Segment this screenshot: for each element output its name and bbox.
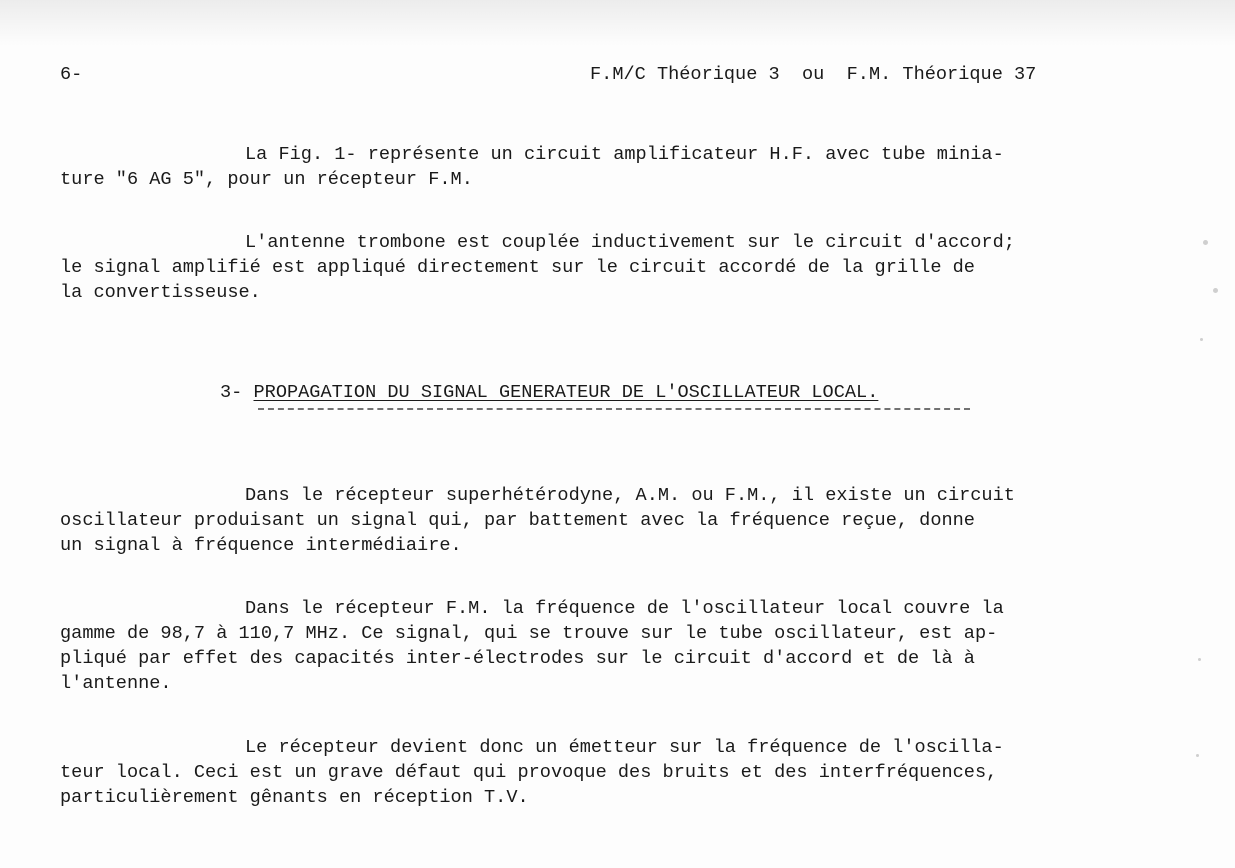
paragraph-line: la convertisseuse. (60, 282, 261, 303)
paragraph-line: Dans le récepteur superhétérodyne, A.M. ou F.M., il existe un circuit (245, 485, 1015, 506)
section-title: PROPAGATION DU SIGNAL GENERATEUR DE L'OSCILLATEUR LOCAL. (253, 382, 879, 403)
paragraph-2 (60, 230, 1015, 305)
scan-speck (1200, 338, 1203, 341)
scan-edge-shadow (0, 0, 1235, 46)
scan-speck (1198, 658, 1201, 661)
paragraph-line: particulièrement gênants en réception T.V. (60, 787, 529, 808)
paragraph-line: un signal à fréquence intermédiaire. (60, 535, 462, 556)
paragraph-line: ture "6 AG 5", pour un récepteur F.M. (60, 169, 473, 190)
paragraph-line: gamme de 98,7 à 110,7 MHz. Ce signal, qui se trouve sur le tube oscillateur, est ap- (60, 623, 998, 644)
scan-speck (1196, 754, 1199, 757)
header-reference: F.M/C Théorique 3 ou F.M. Théorique 37 (590, 64, 1037, 85)
paragraph-line: pliqué par effet des capacités inter-électrodes sur le circuit d'accord et de là à (60, 648, 975, 669)
paragraph-line: L'antenne trombone est couplée inductivement sur le circuit d'accord; (245, 232, 1015, 253)
section-number: 3- (220, 382, 243, 403)
paragraph-line: La Fig. 1- représente un circuit amplificateur H.F. avec tube minia- (245, 144, 1004, 165)
paragraph-line: teur local. Ceci est un grave défaut qui provoque des bruits et des interfréquences, (60, 762, 998, 783)
paragraph-line: le signal amplifié est appliqué directement sur le circuit accordé de la grille de (60, 257, 975, 278)
paragraph-4 (60, 596, 1004, 696)
paragraph-3 (60, 483, 1015, 558)
paragraph-line: l'antenne. (60, 673, 172, 694)
paragraph-1 (60, 142, 1004, 192)
page-number: 6- (60, 64, 83, 85)
heading-double-underline (258, 402, 970, 410)
scan-speck (1213, 288, 1218, 293)
scan-speck (1203, 240, 1208, 245)
paragraph-line: Dans le récepteur F.M. la fréquence de l'oscillateur local couvre la (245, 598, 1004, 619)
paragraph-5 (60, 735, 1004, 810)
paragraph-line: oscillateur produisant un signal qui, par battement avec la fréquence reçue, donne (60, 510, 975, 531)
paragraph-line: Le récepteur devient donc un émetteur sur la fréquence de l'oscilla- (245, 737, 1004, 758)
